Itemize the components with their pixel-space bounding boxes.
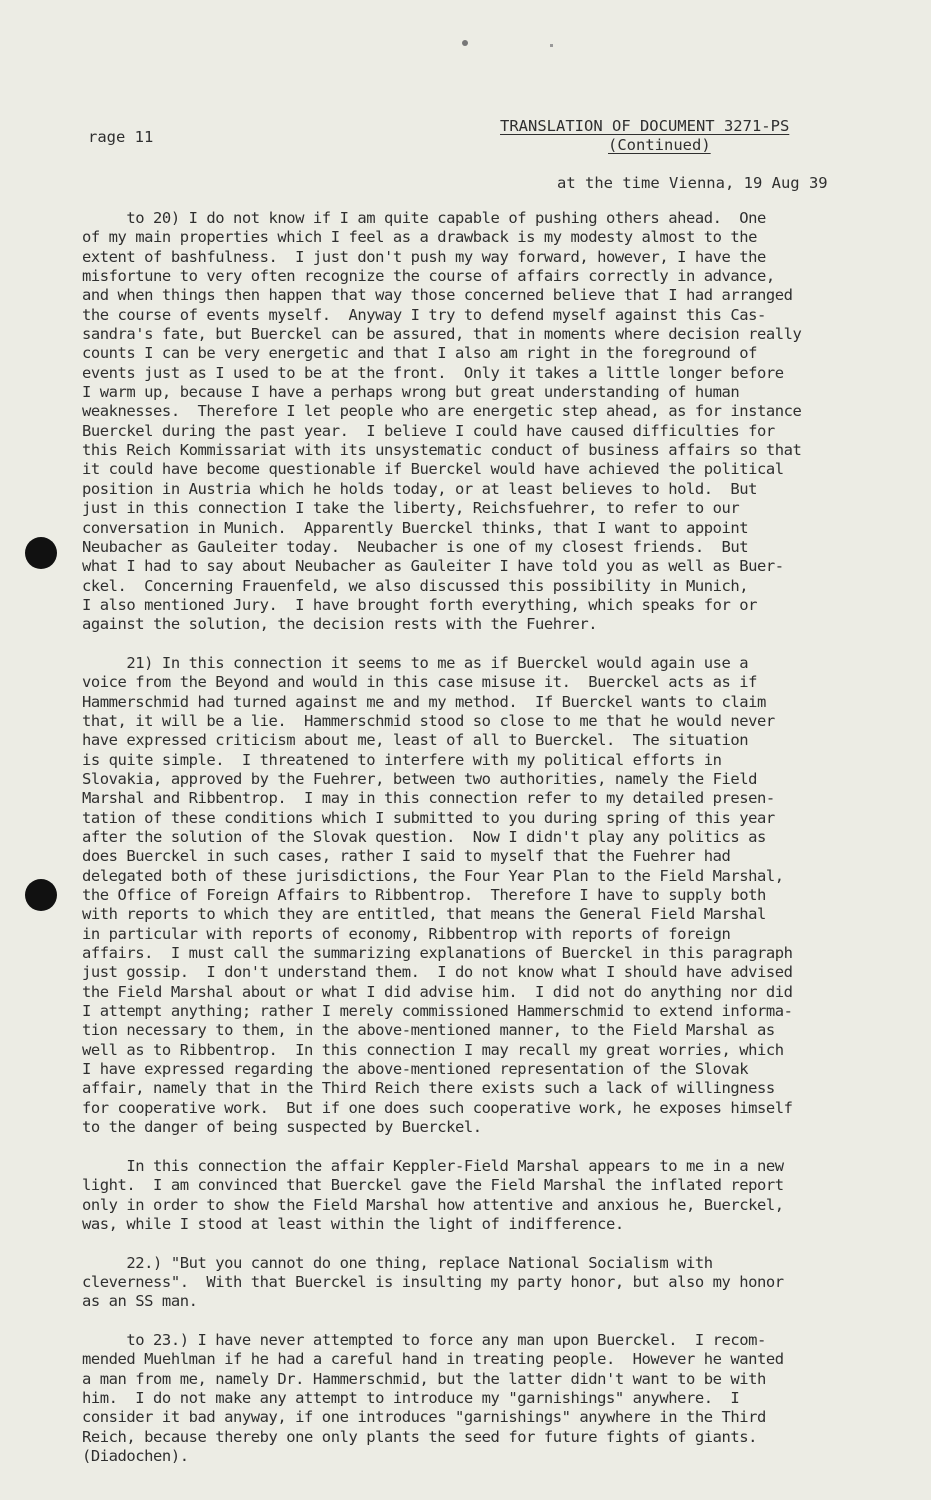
paragraph-gap <box>82 1234 872 1253</box>
paragraph-gap <box>82 1312 872 1331</box>
text-line: does Buerckel in such cases, rather I said to myself that the Fuehrer had <box>82 847 731 866</box>
text-line: this Reich Kommissariat with its unsystematic conduct of business affairs so that <box>82 441 802 460</box>
text-line: and when things then happen that way those concerned believe that I had arranged <box>82 286 793 305</box>
text-line: I attempt anything; rather I merely commissioned Hammerschmid to extend informa- <box>82 1002 793 1021</box>
text-line: as an SS man. <box>82 1292 198 1311</box>
text-line: Hammerschmid had turned against me and my method. If Buerckel wants to claim <box>82 692 766 711</box>
text-line: have expressed criticism about me, least of all to Buerckel. The situation <box>82 731 749 750</box>
text-line: I also mentioned Jury. I have brought forth everything, which speaks for or <box>82 595 758 614</box>
text-line: conversation in Munich. Apparently Buerckel thinks, that I want to appoint <box>82 518 749 537</box>
text-line: position in Austria which he holds today, or at least believes to hold. But <box>82 479 758 498</box>
text-line: events just as I used to be at the front. Only it takes a little longer before <box>82 363 784 382</box>
text-line: Buerckel during the past year. I believe I could have caused difficulties for <box>82 421 775 440</box>
text-line: I have expressed regarding the above-mentioned representation of the Slovak <box>82 1060 749 1079</box>
text-line: affairs. I must call the summarizing explanations of Buerckel in this paragraph <box>82 944 793 963</box>
paragraph-gap <box>82 635 872 654</box>
text-line: light. I am convinced that Buerckel gave the Field Marshal the inflated report <box>82 1176 784 1195</box>
document-title <box>500 117 804 155</box>
text-line: I warm up, because I have a perhaps wrong but great understanding of human <box>82 383 740 402</box>
text-line: just in this connection I take the liberty, Reichsfuehrer, to refer to our <box>82 499 740 518</box>
text-line: sandra's fate, but Buerckel can be assured, that in moments where decision really <box>82 325 802 344</box>
text-line: counts I can be very energetic and that I also am right in the foreground of <box>82 344 758 363</box>
text-line: only in order to show the Field Marshal how attentive and anxious he, Buerckel, <box>82 1195 784 1214</box>
text-line: In this connection the affair Keppler-Field Marshal appears to me in a new <box>82 1156 784 1175</box>
text-line: affair, namely that in the Third Reich there exists such a lack of willingness <box>82 1079 775 1098</box>
page-number: rage 11 <box>88 128 154 146</box>
text-line: Reich, because thereby one only plants the seed for future fights of giants. <box>82 1427 758 1446</box>
text-line: misfortune to very often recognize the course of affairs correctly in advance, <box>82 267 775 286</box>
text-line: with reports to which they are entitled, that means the General Field Marshal <box>82 905 766 924</box>
text-line: of my main properties which I feel as a drawback is my modesty almost to the <box>82 228 758 247</box>
body-text <box>82 209 872 1466</box>
text-line: what I had to say about Neubacher as Gauleiter I have told you as well as Buer- <box>82 557 784 576</box>
paragraph-gap <box>82 1138 872 1157</box>
text-line: Slovakia, approved by the Fuehrer, between two authorities, namely the Field <box>82 769 758 788</box>
text-line: that, it will be a lie. Hammerschmid stood so close to me that he would never <box>82 711 775 730</box>
paragraph <box>82 1254 872 1312</box>
text-line: the Field Marshal about or what I did advise him. I did not do anything nor did <box>82 982 793 1001</box>
text-line: (Diadochen). <box>82 1447 189 1465</box>
text-line: Marshal and Ribbentrop. I may in this connection refer to my detailed presen- <box>82 789 775 808</box>
text-line: after the solution of the Slovak question. Now I didn't play any politics as <box>82 828 766 846</box>
text-line: consider it bad anyway, if one introduces "garnishings" anywhere in the Third <box>82 1408 766 1427</box>
text-line: voice from the Beyond and would in this case misuse it. Buerckel acts as if <box>82 673 758 692</box>
text-line: 21) In this connection it seems to me as if Buerckel would again use a <box>82 653 749 672</box>
paragraph <box>82 209 872 635</box>
text-line: in particular with reports of economy, Ribbentrop with reports of foreign <box>82 924 731 943</box>
text-line: 22.) "But you cannot do one thing, replace National Socialism with <box>82 1253 713 1272</box>
text-line: cleverness". With that Buerckel is insulting my party honor, but also my honor <box>82 1272 784 1291</box>
text-line: mended Muehlman if he had a careful hand in treating people. However he wanted <box>82 1350 784 1369</box>
text-line: weaknesses. Therefore I let people who are energetic step ahead, as for instance <box>82 402 802 421</box>
ink-mark <box>462 40 468 46</box>
text-line: the Office of Foreign Affairs to Ribbentrop. Therefore I have to supply both <box>82 886 766 905</box>
text-line: to the danger of being suspected by Buerckel. <box>82 1118 482 1137</box>
text-line: against the solution, the decision rests with the Fuehrer. <box>82 615 598 634</box>
text-line: delegated both of these jurisdictions, the Four Year Plan to the Field Marshal, <box>82 866 784 885</box>
text-line: to 23.) I have never attempted to force any man upon Buerckel. I recom- <box>82 1330 766 1349</box>
text-line: it could have become questionable if Buerckel would have achieved the political <box>82 460 784 479</box>
paragraph <box>82 1331 872 1466</box>
title-line-2: (Continued) <box>608 136 711 154</box>
text-line: a man from me, namely Dr. Hammerschmid, but the latter didn't want to be with <box>82 1369 766 1388</box>
text-line: extent of bashfulness. I just don't push my way forward, however, I have the <box>82 247 766 266</box>
paragraph <box>82 1157 872 1234</box>
ink-speck <box>550 44 553 47</box>
text-line: to 20) I do not know if I am quite capable of pushing others ahead. One <box>82 209 766 227</box>
dateline: at the time Vienna, 19 Aug 39 <box>557 174 828 192</box>
text-line: Neubacher as Gauleiter today. Neubacher is one of my closest friends. But <box>82 537 749 556</box>
text-line: tation of these conditions which I submitted to you during spring of this year <box>82 808 775 827</box>
text-line: for cooperative work. But if one does such cooperative work, he exposes himself <box>82 1098 793 1117</box>
text-line: him. I do not make any attempt to introduce my "garnishings" anywhere. I <box>82 1388 740 1407</box>
text-line: well as to Ribbentrop. In this connection I may recall my great worries, which <box>82 1040 784 1059</box>
text-line: tion necessary to them, in the above-mentioned manner, to the Field Marshal as <box>82 1021 775 1040</box>
paragraph <box>82 654 872 1138</box>
text-line: the course of events myself. Anyway I try to defend myself against this Cas- <box>82 305 766 324</box>
text-line: ckel. Concerning Frauenfeld, we also discussed this possibility in Munich, <box>82 576 749 595</box>
punch-hole <box>25 879 57 911</box>
text-line: is quite simple. I threatened to interfere with my political efforts in <box>82 750 722 769</box>
title-line-1: TRANSLATION OF DOCUMENT 3271-PS <box>500 117 790 135</box>
text-line: just gossip. I don't understand them. I do not know what I should have advised <box>82 963 793 982</box>
text-line: was, while I stood at least within the light of indifference. <box>82 1214 624 1233</box>
punch-hole <box>25 537 57 569</box>
